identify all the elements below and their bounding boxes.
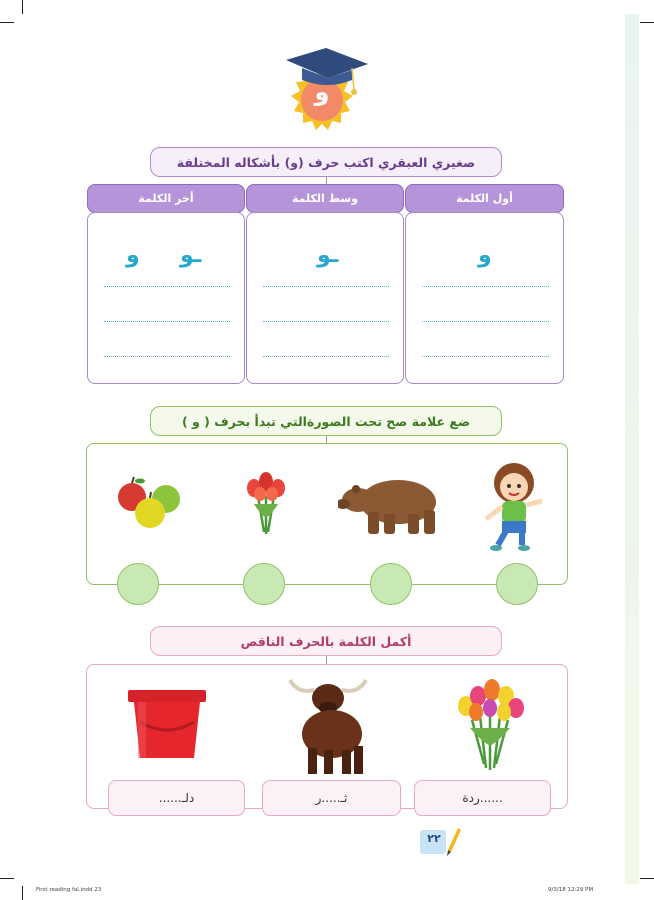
- apples-icon: [116, 475, 186, 531]
- column-header-last: أخر الكلمة: [87, 184, 245, 213]
- check-circle-bear[interactable]: [370, 563, 412, 605]
- footer-datetime: 9/3/18 12:29 PM: [548, 887, 594, 893]
- writing-line[interactable]: [422, 286, 549, 287]
- check-circle-boy[interactable]: [496, 563, 538, 605]
- writing-line[interactable]: [104, 321, 230, 322]
- bull-icon: [284, 672, 372, 776]
- crop-mark: [0, 878, 14, 879]
- section3-title: أكمل الكلمة بالحرف الناقص: [150, 626, 502, 656]
- badge-letter: و: [314, 78, 330, 106]
- flower-bouquet-icon: [454, 676, 526, 774]
- writing-line[interactable]: [104, 286, 230, 287]
- connector-line: [326, 656, 327, 664]
- writing-line[interactable]: [263, 286, 389, 287]
- answer-field-bucket[interactable]: دلـ......: [108, 780, 245, 816]
- writing-box-last: [87, 212, 245, 384]
- check-circle-apples[interactable]: [117, 563, 159, 605]
- answer-field-bull[interactable]: ثـ.....ر: [262, 780, 401, 816]
- crop-mark: [22, 886, 23, 900]
- writing-line[interactable]: [104, 356, 230, 357]
- section1-title: صغيري العبقري اكتب حرف (و) بأشكاله المختلفة: [150, 147, 502, 177]
- answer-field-flowers[interactable]: ......ردة: [414, 780, 551, 816]
- section2-title: ضع علامة صح تحت الصورةالتي تبدأ بحرف ( و ): [150, 406, 502, 436]
- crop-mark: [0, 22, 14, 23]
- letter-badge: [278, 46, 374, 132]
- tulips-icon: [240, 470, 292, 538]
- crop-mark: [22, 0, 23, 14]
- column-header-middle: وسط الكلمة: [246, 184, 404, 213]
- crop-mark: [640, 878, 654, 879]
- bear-icon: [338, 470, 440, 536]
- boy-icon: [478, 461, 548, 553]
- letter-form-initial: و: [478, 243, 492, 268]
- column-header-first: أول الكلمة: [405, 184, 564, 213]
- check-circle-tulips[interactable]: [243, 563, 285, 605]
- writing-box-first: [405, 212, 564, 384]
- writing-line[interactable]: [263, 321, 389, 322]
- letter-form-medial: ـو: [317, 243, 339, 268]
- letter-form-final: ـو: [180, 243, 202, 268]
- writing-box-middle: [246, 212, 404, 384]
- page-number-badge: [418, 824, 462, 860]
- bucket-icon: [128, 688, 206, 760]
- side-strip: [625, 14, 639, 884]
- writing-line[interactable]: [422, 356, 549, 357]
- letter-form-isolated: و: [126, 243, 140, 268]
- writing-line[interactable]: [422, 321, 549, 322]
- crop-mark: [640, 22, 654, 23]
- page-number: ٢٢: [427, 832, 441, 845]
- footer-file: First reading fal.indd 23: [36, 887, 102, 893]
- writing-line[interactable]: [263, 356, 389, 357]
